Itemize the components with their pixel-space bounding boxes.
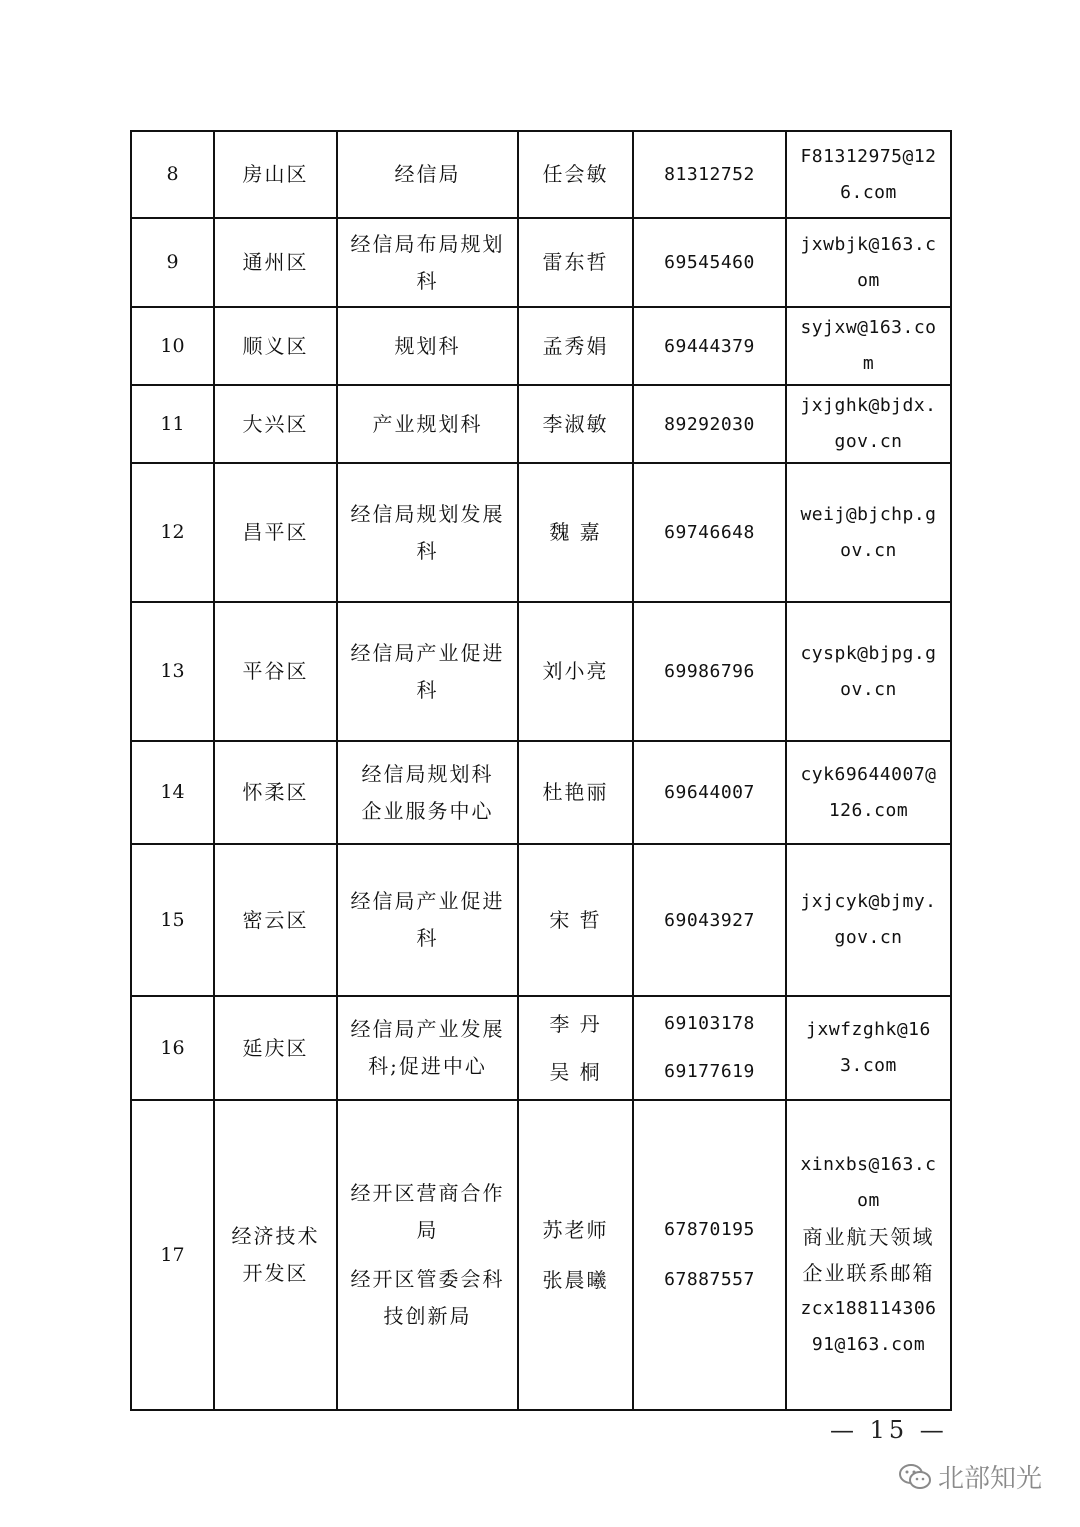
email-cell: jxwbjk@163.com	[786, 218, 951, 307]
row-number: 11	[131, 385, 214, 463]
phone-cell: 69043927	[633, 844, 786, 996]
table-row	[131, 385, 951, 463]
email-note: 商业航天领域企业联系邮箱	[802, 1225, 935, 1285]
table-row	[131, 996, 951, 1100]
wechat-icon	[898, 1462, 932, 1492]
email-cell: cyk69644007@126.com	[786, 741, 951, 844]
phone-line: 69177619	[664, 1061, 755, 1082]
contact-line: 苏老师	[542, 1218, 609, 1242]
district-cell: 怀柔区	[214, 741, 337, 844]
contact-line: 张晨曦	[542, 1268, 609, 1292]
phone-cell	[633, 996, 786, 1100]
contact-table	[130, 130, 952, 1411]
phone-cell	[633, 1100, 786, 1410]
contact-cell: 李淑敏	[518, 385, 633, 463]
phone-line: 69103178	[664, 1013, 755, 1034]
district-cell: 密云区	[214, 844, 337, 996]
department-cell: 规划科	[337, 307, 518, 385]
row-number: 8	[131, 131, 214, 218]
email-cell: jxjghk@bjdx.gov.cn	[786, 385, 951, 463]
contact-cell: 刘小亮	[518, 602, 633, 741]
phone-cell: 81312752	[633, 131, 786, 218]
department-cell: 经信局产业发展科;促进中心	[337, 996, 518, 1100]
department-line: 经开区营商合作局	[350, 1181, 505, 1242]
email-cell: cyspk@bjpg.gov.cn	[786, 602, 951, 741]
contact-cell: 杜艳丽	[518, 741, 633, 844]
contact-cell: 任会敏	[518, 131, 633, 218]
district-cell: 平谷区	[214, 602, 337, 741]
table-row	[131, 218, 951, 307]
row-number: 13	[131, 602, 214, 741]
department-cell: 经信局产业促进科	[337, 844, 518, 996]
email-cell	[786, 1100, 951, 1410]
email-cell: jxwfzghk@163.com	[786, 996, 951, 1100]
email-line: xinxbs@163.com	[800, 1154, 937, 1211]
row-number: 17	[131, 1100, 214, 1410]
table-row	[131, 131, 951, 218]
district-cell: 经济技术开发区	[214, 1100, 337, 1410]
row-number: 15	[131, 844, 214, 996]
email-line: zcx18811430691@163.com	[800, 1298, 937, 1355]
department-line: 企业服务中心	[361, 798, 494, 823]
phone-cell: 69746648	[633, 463, 786, 602]
table-row	[131, 602, 951, 741]
department-cell: 经信局布局规划科	[337, 218, 518, 307]
department-cell: 经信局	[337, 131, 518, 218]
contact-cell	[518, 996, 633, 1100]
page-number: — 15 —	[830, 1416, 948, 1444]
table-row	[131, 307, 951, 385]
contact-cell: 孟秀娟	[518, 307, 633, 385]
department-line: 经信局规划科	[361, 761, 494, 786]
email-cell: syjxw@163.com	[786, 307, 951, 385]
table-row	[131, 1100, 951, 1410]
contact-cell: 魏 嘉	[518, 463, 633, 602]
row-number: 14	[131, 741, 214, 844]
row-number: 12	[131, 463, 214, 602]
contact-cell: 宋 哲	[518, 844, 633, 996]
watermark-text: 北部知光	[938, 1464, 1043, 1494]
phone-cell: 69444379	[633, 307, 786, 385]
department-cell	[337, 741, 518, 844]
phone-cell: 69545460	[633, 218, 786, 307]
phone-cell: 89292030	[633, 385, 786, 463]
table-row	[131, 844, 951, 996]
district-cell: 房山区	[214, 131, 337, 218]
department-cell: 经信局规划发展科	[337, 463, 518, 602]
row-number: 16	[131, 996, 214, 1100]
email-cell: F81312975@126.com	[786, 131, 951, 218]
district-cell: 通州区	[214, 218, 337, 307]
contact-cell: 雷东哲	[518, 218, 633, 307]
department-cell: 产业规划科	[337, 385, 518, 463]
contact-line: 李 丹	[549, 1012, 602, 1036]
department-cell: 经信局产业促进科	[337, 602, 518, 741]
phone-cell: 69986796	[633, 602, 786, 741]
contact-cell	[518, 1100, 633, 1410]
district-cell: 大兴区	[214, 385, 337, 463]
row-number: 9	[131, 218, 214, 307]
district-cell: 顺义区	[214, 307, 337, 385]
phone-line: 67887557	[664, 1269, 755, 1290]
phone-cell: 69644007	[633, 741, 786, 844]
email-cell: weij@bjchp.gov.cn	[786, 463, 951, 602]
district-cell: 昌平区	[214, 463, 337, 602]
watermark	[898, 1458, 1042, 1495]
department-line: 经开区管委会科技创新局	[350, 1267, 505, 1328]
contact-line: 吴 桐	[549, 1060, 602, 1084]
district-cell: 延庆区	[214, 996, 337, 1100]
email-cell: jxjcyk@bjmy.gov.cn	[786, 844, 951, 996]
phone-line: 67870195	[664, 1219, 755, 1240]
department-cell	[337, 1100, 518, 1410]
table-row	[131, 463, 951, 602]
row-number: 10	[131, 307, 214, 385]
table-row	[131, 741, 951, 844]
